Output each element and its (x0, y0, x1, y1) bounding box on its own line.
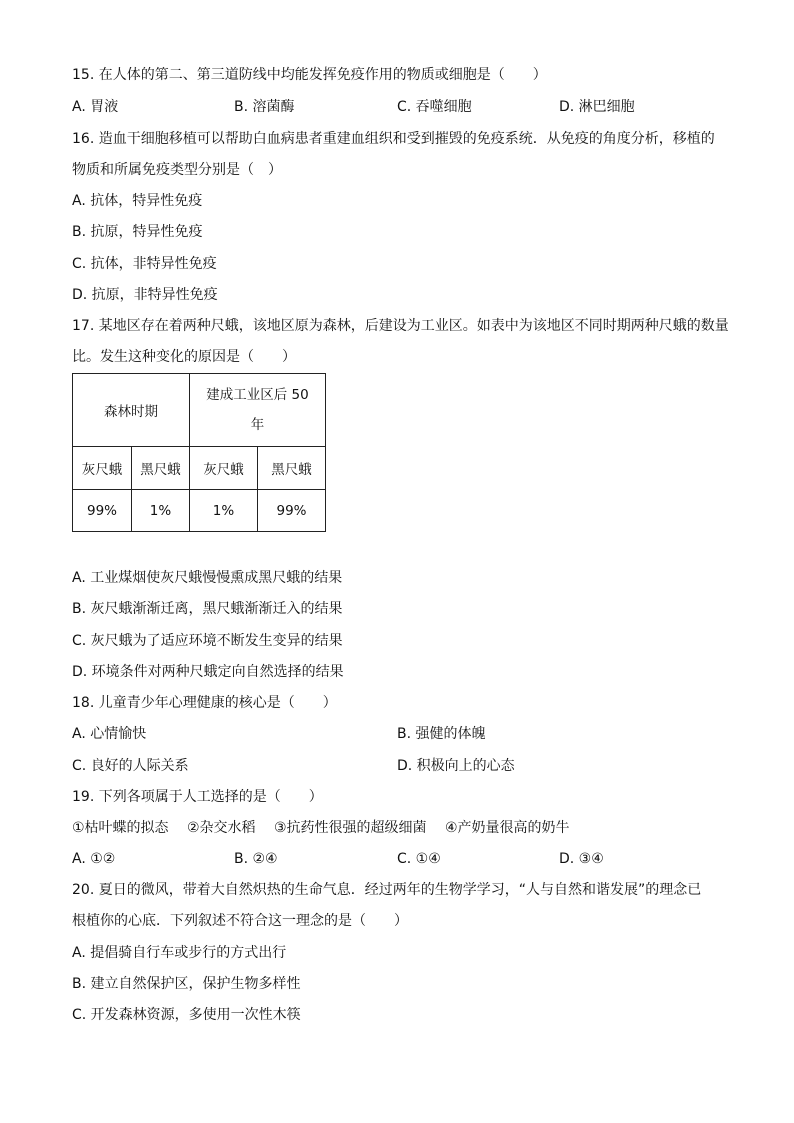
q15-option-c: C. 吞噬细胞 (397, 99, 472, 115)
q16-option-b: B. 抗原，特异性免疫 (72, 224, 203, 240)
table-header-industrial-line1: 建成工业区后 50 (206, 387, 309, 403)
q19-option-b: B. ②④ (234, 851, 278, 867)
q15-option-a: A. 胃液 (72, 99, 119, 115)
table-col-black-moth-industrial: 黑尺蛾 (258, 447, 326, 490)
q17-stem-line1: 17. 某地区存在着两种尺蛾，该地区原为森林，后建设为工业区。如表中为该地区不同时期两种尺蛾的数量 (72, 318, 729, 334)
q18-option-b: B. 强健的体魄 (397, 726, 486, 742)
table-col-gray-moth-forest: 灰尺蛾 (73, 447, 132, 490)
q15-option-b: B. 溶菌酶 (234, 99, 295, 115)
table-header-industrial-period (190, 374, 326, 447)
q15-option-d: D. 淋巴细胞 (559, 99, 635, 115)
q18-option-d: D. 积极向上的心态 (397, 758, 515, 774)
q20-option-a: A. 提倡骑自行车或步行的方式出行 (72, 945, 287, 961)
q17-option-a: A. 工业煤烟使灰尺蛾慢慢熏成黑尺蛾的结果 (72, 570, 343, 586)
table-cell-black-forest: 1% (132, 490, 190, 532)
q19-option-d: D. ③④ (559, 851, 604, 867)
table-cell-black-industrial: 99% (258, 490, 326, 532)
q18-option-c: C. 良好的人际关系 (72, 758, 189, 774)
q19-option-a: A. ①② (72, 851, 116, 867)
table-cell-gray-forest: 99% (73, 490, 132, 532)
q18-option-a: A. 心情愉快 (72, 726, 147, 742)
q19-stem: 19. 下列各项属于人工选择的是（ ） (72, 789, 323, 805)
q20-option-c: C. 开发森林资源，多使用一次性木筷 (72, 1007, 301, 1023)
table-header-industrial-line2: 年 (250, 417, 265, 433)
q19-items: ①枯叶蝶的拟态 ②杂交水稻 ③抗药性很强的超级细菌 ④产奶量很高的奶牛 (72, 820, 570, 836)
q17-option-b: B. 灰尺蛾渐渐迁离，黑尺蛾渐渐迁入的结果 (72, 601, 343, 617)
moth-ratio-table (72, 373, 326, 532)
q17-stem-line2: 比。发生这种变化的原因是（ ） (72, 349, 296, 365)
q19-option-c: C. ①④ (397, 851, 441, 867)
q17-option-c: C. 灰尺蛾为了适应环境不断发生变异的结果 (72, 633, 343, 649)
table-col-gray-moth-industrial: 灰尺蛾 (190, 447, 258, 490)
q16-stem-line2: 物质和所属免疫类型分别是（ ） (72, 162, 282, 178)
table-header-forest-period: 森林时期 (73, 374, 190, 447)
q16-option-c: C. 抗体，非特异性免疫 (72, 256, 217, 272)
q16-option-d: D. 抗原，非特异性免疫 (72, 287, 218, 303)
q15-stem: 15. 在人体的第二、第三道防线中均能发挥免疫作用的物质或细胞是（ ） (72, 67, 547, 83)
q20-stem-line2: 根植你的心底．下列叙述不符合这一理念的是（ ） (72, 913, 408, 929)
q20-stem-line1: 20. 夏日的微风，带着大自然炽热的生命气息．经过两年的生物学学习，“人与自然和谐发展”的理念已 (72, 882, 702, 898)
q18-stem: 18. 儿童青少年心理健康的核心是（ ） (72, 695, 337, 711)
q17-option-d: D. 环境条件对两种尺蛾定向自然选择的结果 (72, 664, 344, 680)
table-cell-gray-industrial: 1% (190, 490, 258, 532)
q20-option-b: B. 建立自然保护区，保护生物多样性 (72, 976, 301, 992)
q16-stem-line1: 16. 造血干细胞移植可以帮助白血病患者重建血组织和受到摧毁的免疫系统．从免疫的角度分析，移植的 (72, 131, 715, 147)
table-col-black-moth-forest: 黑尺蛾 (132, 447, 190, 490)
q16-option-a: A. 抗体，特异性免疫 (72, 193, 203, 209)
